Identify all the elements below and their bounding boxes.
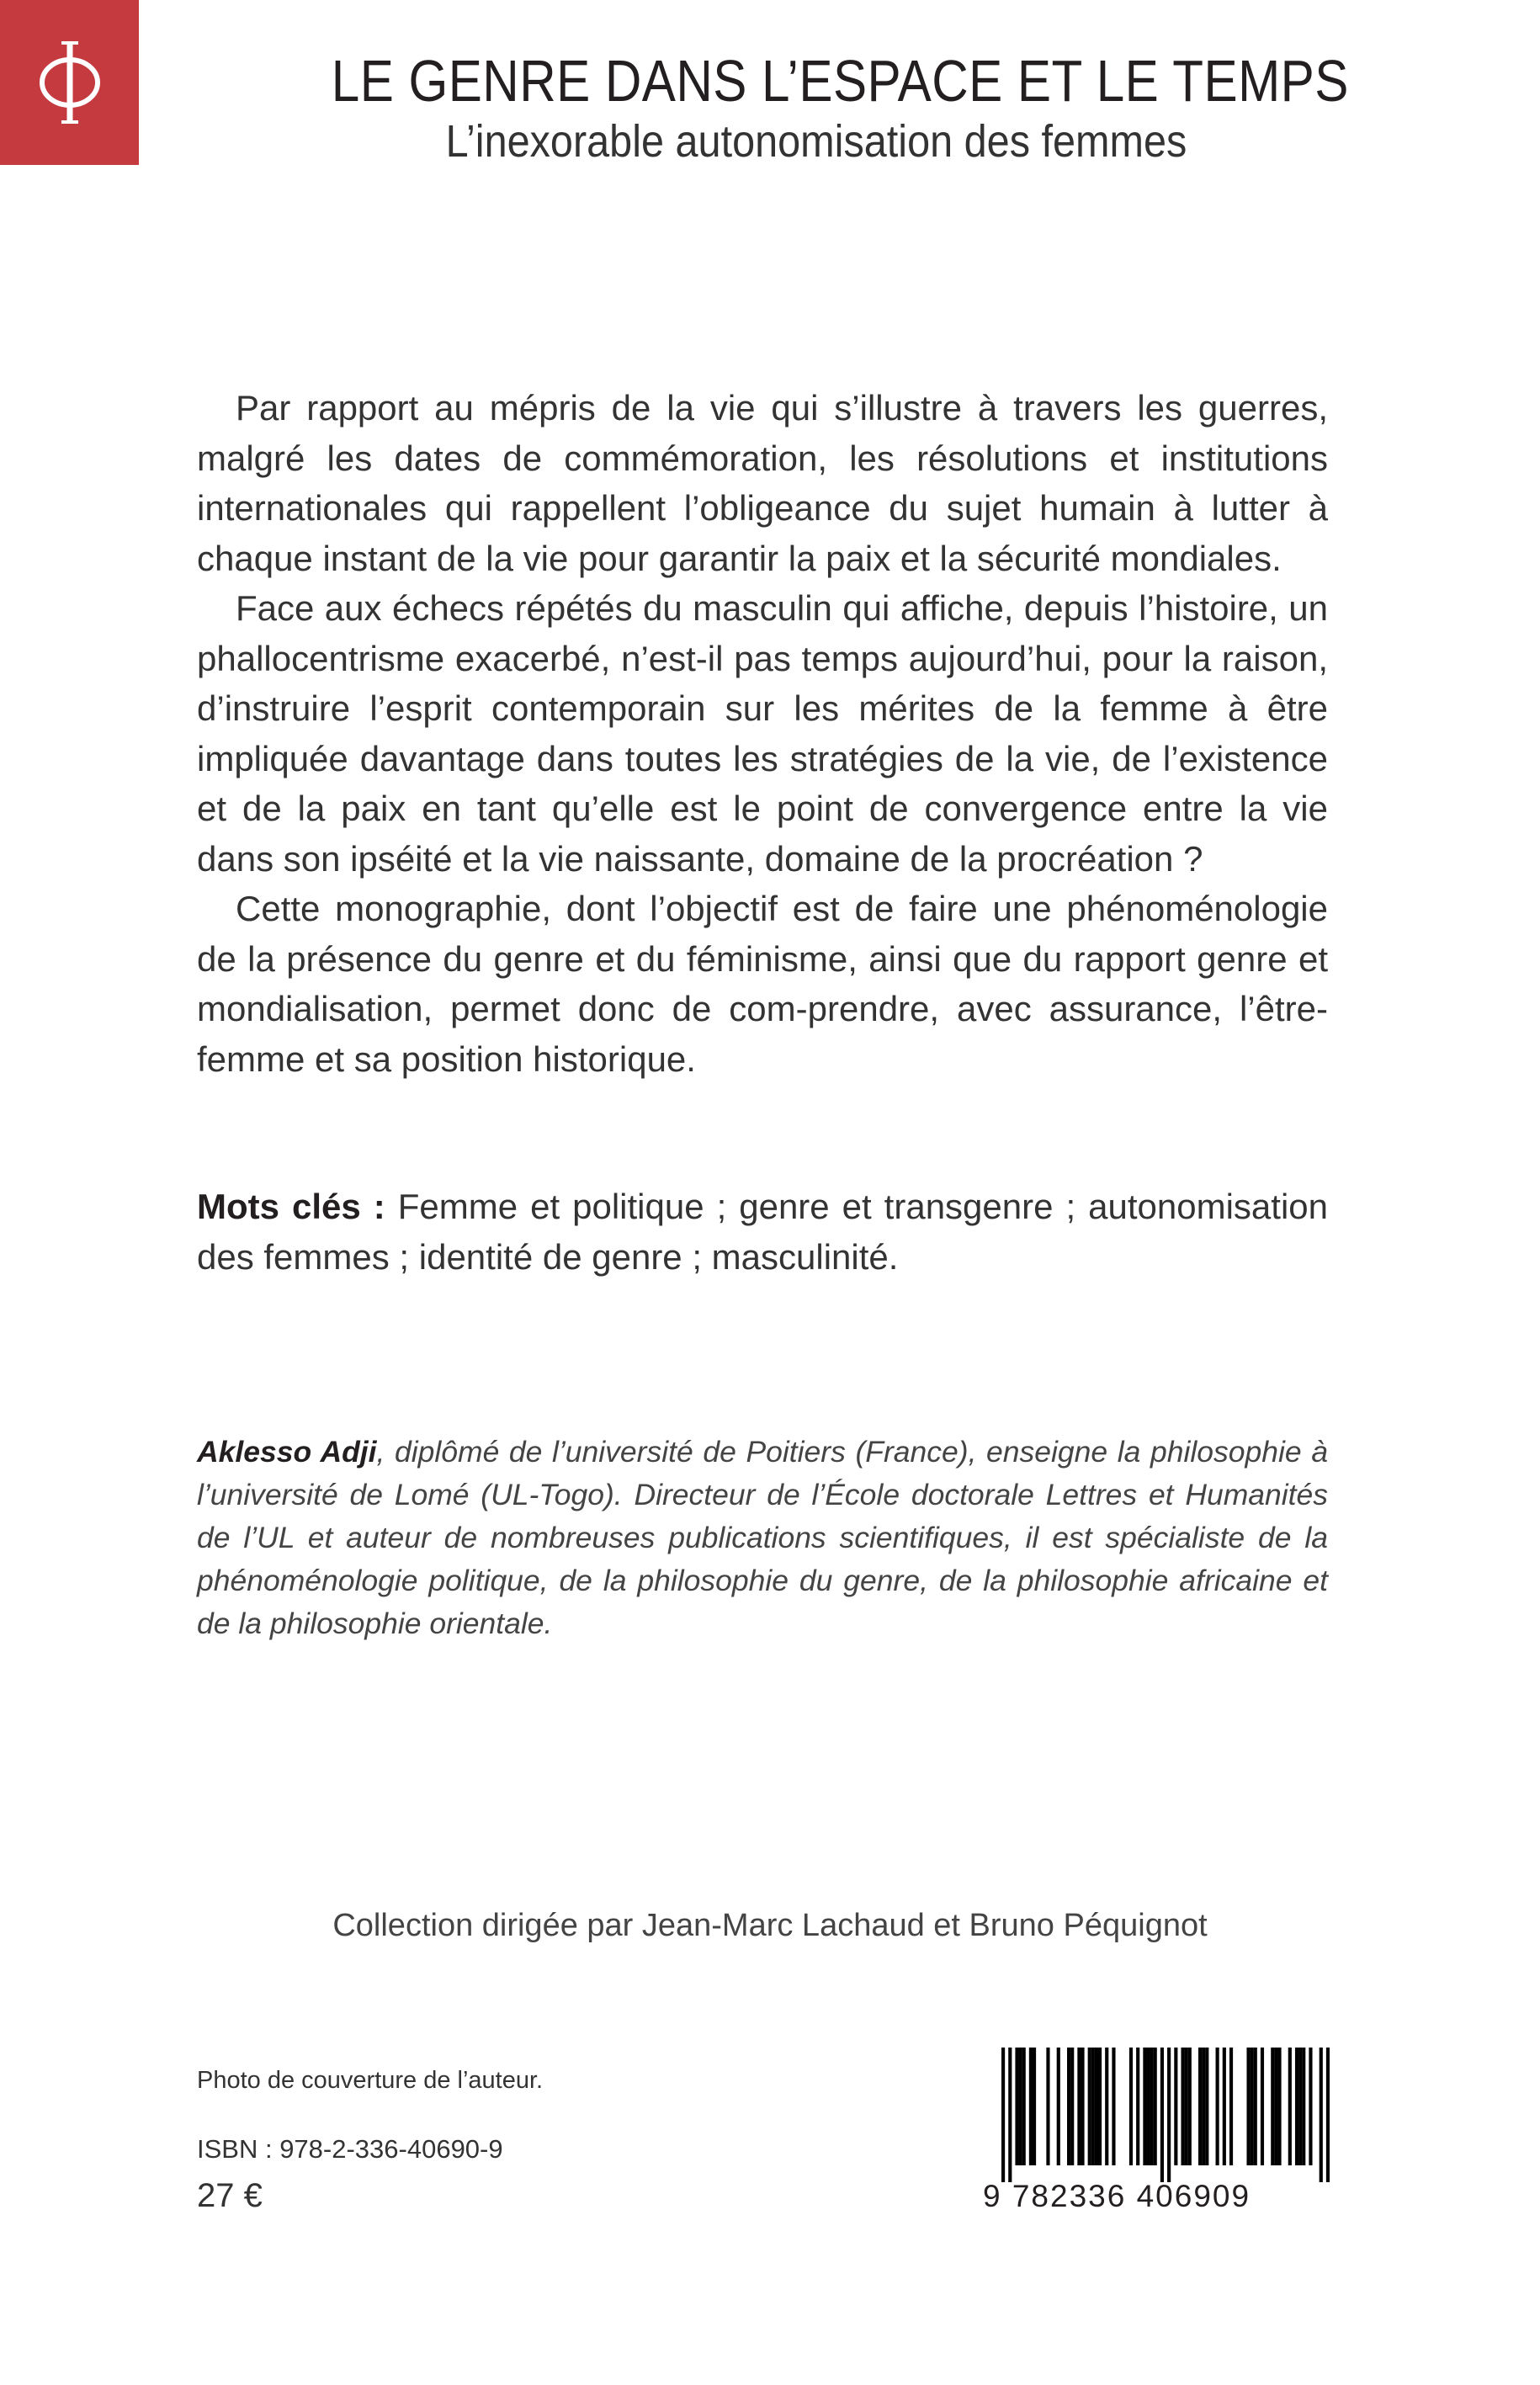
barcode-bar	[1001, 2048, 1005, 2182]
barcode-bar	[1098, 2048, 1102, 2165]
barcode-bar	[1070, 2048, 1074, 2165]
collection-note: Collection dirigée par Jean-Marc Lachaud et Bruno Péquignot	[332, 1908, 1208, 1943]
barcode-bar	[1146, 2048, 1150, 2165]
barcode-bar	[1077, 2048, 1081, 2165]
summary-paragraph: Cette monographie, dont l’objectif est de faire une phénoménologie de la présence du genre et du féminisme, ainsi que du rapport genre et mondialisation, permet donc de com-prendre, avec assurance, l’être-femme et sa position historique.	[197, 889, 1328, 1079]
barcode-bar	[1057, 2048, 1060, 2165]
summary-paragraph: Face aux échecs répétés du masculin qui affiche, depuis l’histoire, un phallocentrisme exacerbé, n’est-il pas temps aujourd’hui, pour la raison, d’instruire l’esprit contemporain sur les mérites de la femme à être impliquée davantage dans toutes les stratégies de la vie, de l’existence et de la paix en tant qu’elle est le point de convergence entre la vie dans son ipséité et la vie naissante, domaine de la procréation ?	[197, 588, 1328, 879]
barcode-bar	[1274, 2048, 1277, 2165]
barcode-bar	[1254, 2048, 1257, 2165]
barcode-bar	[1008, 2048, 1012, 2182]
barcode-bar	[1302, 2048, 1305, 2165]
barcode-bar	[1246, 2048, 1250, 2165]
barcode-bar	[1202, 2048, 1205, 2165]
barcode-bar	[1081, 2048, 1084, 2165]
barcode-bar	[1185, 2048, 1188, 2165]
barcode-bar	[1143, 2048, 1146, 2165]
barcode-bar	[1105, 2048, 1108, 2165]
barcode-bar	[1298, 2048, 1302, 2165]
keywords-text: Femme et politique ; genre et transgenre ; autonomisation des femmes ; identité de genre ; masculinité.	[197, 1187, 1329, 1277]
barcode-bar	[1181, 2048, 1184, 2165]
summary	[197, 383, 1328, 1084]
keywords	[197, 1182, 1328, 1282]
barcode-bar	[1067, 2048, 1070, 2165]
barcode-bar	[1167, 2048, 1171, 2182]
title-block	[252, 49, 1380, 167]
barcode-bar	[1326, 2048, 1330, 2182]
barcode-bar	[1033, 2048, 1036, 2165]
barcode-bar	[1150, 2048, 1154, 2165]
barcode-bar	[1174, 2048, 1177, 2165]
author-bio-text: , diplômé de l’université de Poitiers (France), enseigne la philosophie à l’université de Lomé (UL-Togo). Directeur de l’École doctorale Lettres et Humanités de l’UL et auteur de nombreuses publications scientifiques, il est spécialiste de la phénoménologie politique, de la philosophie du genre, de la philosophie africaine et de la philosophie orientale.	[197, 1435, 1328, 1640]
photo-credit: Photo de couverture de l’auteur.	[197, 2067, 544, 2094]
barcode-bar	[1136, 2048, 1139, 2165]
barcode-bar	[1015, 2048, 1018, 2165]
barcode-bar	[1095, 2048, 1098, 2165]
keywords-label: Mots clés :	[197, 1187, 385, 1226]
price: 27 €	[197, 2177, 263, 2214]
barcode-bar	[1205, 2048, 1208, 2165]
barcode	[983, 2048, 1330, 2224]
barcode-bar	[1216, 2048, 1219, 2165]
barcode-bar	[1288, 2048, 1292, 2165]
author-name: Aklesso Adji	[197, 1435, 377, 1469]
book-title: LE GENRE DANS L’ESPACE ET LE TEMPS	[331, 48, 1349, 114]
barcode-digits: 9 782336 406909	[983, 2179, 1251, 2213]
barcode-bar	[1309, 2048, 1312, 2165]
barcode-bar	[1261, 2048, 1264, 2165]
barcode-bar	[1029, 2048, 1033, 2165]
barcode-bar	[1251, 2048, 1254, 2165]
barcode-bar	[1277, 2048, 1281, 2165]
barcode-bar	[1112, 2048, 1115, 2165]
barcode-bar	[1129, 2048, 1133, 2165]
barcode-bar	[1022, 2048, 1026, 2165]
barcode-bar	[1295, 2048, 1298, 2165]
summary-paragraph: Par rapport au mépris de la vie qui s’illustre à travers les guerres, malgré les dates de commémoration, les résolutions et institutions internationales qui rappellent l’obligeance du sujet humain à lutter à chaque instant de la vie pour garantir la paix et la sécurité mondiales.	[197, 388, 1328, 578]
barcode-bar	[1320, 2048, 1323, 2182]
isbn: ISBN : 978-2-336-40690-9	[197, 2134, 503, 2164]
barcode-bar	[1271, 2048, 1274, 2165]
barcode-bar	[1046, 2048, 1049, 2165]
barcode-bar	[1198, 2048, 1202, 2165]
phi-icon	[32, 36, 108, 129]
barcode-bar	[1223, 2048, 1226, 2165]
author-bio	[197, 1431, 1328, 1645]
barcode-bar	[1019, 2048, 1022, 2165]
barcode-bar	[1091, 2048, 1095, 2165]
barcode-bar	[1154, 2048, 1157, 2165]
barcode-bar	[1160, 2048, 1164, 2182]
barcode-bar	[1188, 2048, 1192, 2165]
barcode-bar	[1088, 2048, 1091, 2165]
barcode-bars	[983, 2048, 1330, 2182]
book-subtitle: L’inexorable autonomisation des femmes	[445, 116, 1187, 167]
barcode-bar	[1229, 2048, 1233, 2165]
publisher-logo	[0, 0, 139, 165]
